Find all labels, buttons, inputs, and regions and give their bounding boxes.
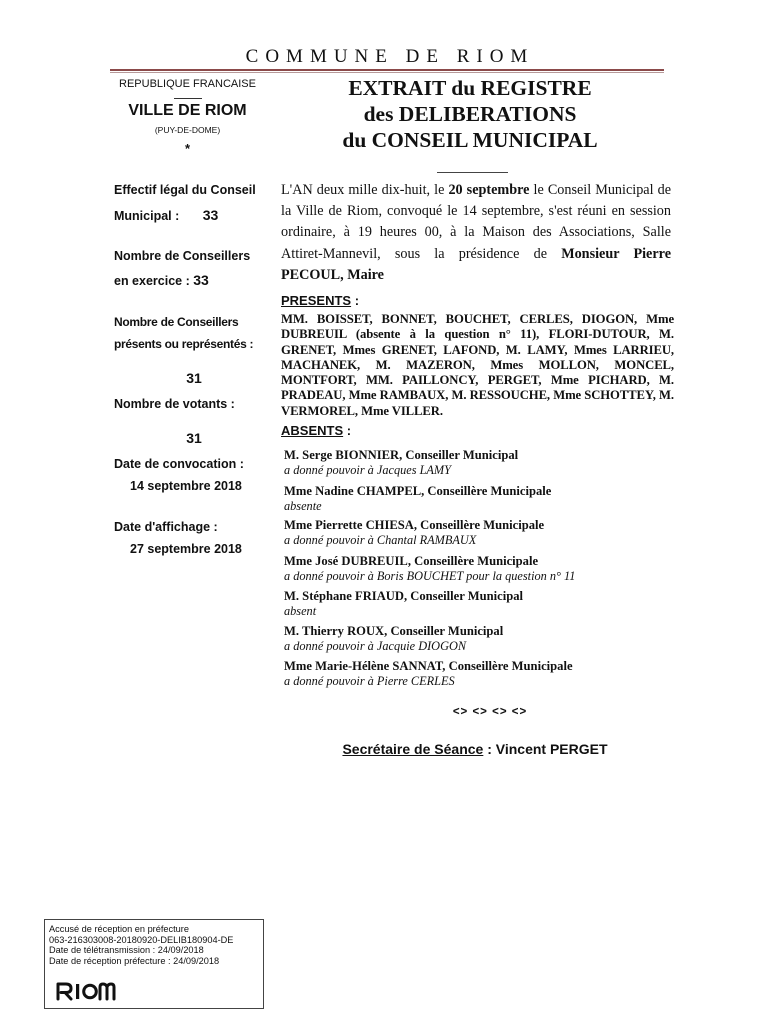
effectif-label: Effectif légal du Conseil xyxy=(114,183,256,197)
stamp-line-3: Date de télétransmission : 24/09/2018 xyxy=(49,945,204,955)
presents-list: MM. BOISSET, BONNET, BOUCHET, CERLES, DIOGON, Mme DUBREUIL (absente à la question n° 11), FLORI-DUTOUR, M. GRENET, Mmes GRENET, LAFOND, M. LAMY, Mmes LARRIEU, MACHANEK, M. MAZERON, Mmes MOLLON, MONCEL, MONTFORT, MM. PAILLONCY, PERGET, Mme PICHARD, M. PRADEAU, Mme RAMBAUX, M. RESSOUCHE, Mme SCHOTTEY, M. VERMOREL, Mme VILLER. xyxy=(281,312,674,418)
absent-item xyxy=(284,554,674,583)
convocation-label: Date de convocation : xyxy=(114,457,244,471)
secretaire-value: : Vincent PERGET xyxy=(483,741,608,757)
absent-name: M. Serge BIONNIER, Conseiller Municipal xyxy=(284,448,519,462)
absent-name: M. Thierry ROUX, Conseiller Municipal xyxy=(284,624,504,638)
absent-name: Mme José DUBREUIL, Conseillère Municipale xyxy=(284,554,539,568)
title-rule xyxy=(437,172,508,173)
absent-name: M. Stéphane FRIAUD, Conseiller Municipal xyxy=(284,589,524,603)
title-line-3: du CONSEIL MUNICIPAL xyxy=(342,128,598,152)
absents-heading-text: ABSENTS xyxy=(281,423,344,438)
document-title xyxy=(270,75,670,153)
title-line-2: des DELIBERATIONS xyxy=(363,102,577,126)
absents-heading-suffix: : xyxy=(343,423,352,438)
header-rule-secondary xyxy=(110,72,664,73)
ville-label: VILLE DE RIOM xyxy=(128,102,247,119)
votants-label: Nombre de votants : xyxy=(114,397,235,411)
reception-stamp xyxy=(44,919,264,1009)
absent-note: absente xyxy=(284,499,322,513)
absent-item xyxy=(284,518,674,547)
convocation-value: 14 septembre 2018 xyxy=(130,479,242,493)
intro-part-2: le Conseil Municipal de la Ville de Riom, convoqué le 14 septembre, s'est réuni en session ordinaire, à 19 heures 00, à la Maison des Associations, Salle Attiret-Mannevil, sous la présidence de xyxy=(281,182,671,262)
header-rule xyxy=(110,69,664,71)
absent-note: a donné pouvoir à Jacquie DIOGON xyxy=(284,639,467,653)
intro-part-1: L'AN deux mille dix-huit, le xyxy=(281,182,449,198)
absent-note: a donné pouvoir à Chantal RAMBAUX xyxy=(284,533,477,547)
effectif-value: 33 xyxy=(202,207,219,223)
secretaire-line xyxy=(260,741,690,757)
intro-paragraph xyxy=(281,180,671,286)
presents-heading-text: PRESENTS xyxy=(281,293,352,308)
absent-item xyxy=(284,589,674,618)
exercice-label-2: en exercice : xyxy=(114,274,190,288)
absent-item xyxy=(284,484,674,513)
absent-name: Mme Marie-Hélène SANNAT, Conseillère Municipale xyxy=(284,659,573,673)
exercice-row xyxy=(114,272,274,288)
presents-count-label-2: présents ou représentés : xyxy=(114,337,254,351)
effectif-row xyxy=(114,207,274,223)
title-line-1: EXTRAIT du REGISTRE xyxy=(348,76,592,100)
intro-president: Monsieur Pierre PECOUL, Maire xyxy=(281,245,671,283)
affichage-label: Date d'affichage : xyxy=(114,520,218,534)
exercice-label: Nombre de Conseillers xyxy=(114,249,251,263)
absents-heading xyxy=(281,423,351,438)
absent-note: a donné pouvoir à Jacques LAMY xyxy=(284,463,452,477)
votants-value: 31 xyxy=(186,430,202,446)
absent-note: absent xyxy=(284,604,317,618)
secretaire-label: Secrétaire de Séance xyxy=(342,741,484,757)
presents-count-label: Nombre de Conseillers xyxy=(114,315,239,329)
absent-name: Mme Nadine CHAMPEL, Conseillère Municipale xyxy=(284,484,552,498)
intro-date: 20 septembre xyxy=(448,182,530,198)
section-divider: <> <> <> <> xyxy=(452,706,528,718)
exercice-value: 33 xyxy=(193,272,209,288)
star-mark: * xyxy=(184,141,191,156)
absent-name: Mme Pierrette CHIESA, Conseillère Municipale xyxy=(284,518,545,532)
absent-item xyxy=(284,659,674,688)
absent-note: a donné pouvoir à Boris BOUCHET pour la question n° 11 xyxy=(284,569,576,583)
departement-label: (PUY-DE-DOME) xyxy=(154,125,221,135)
commune-header: COMMUNE DE RIOM xyxy=(245,46,535,67)
presents-count-value: 31 xyxy=(186,370,202,386)
absent-note: a donné pouvoir à Pierre CERLES xyxy=(284,674,455,688)
small-rule xyxy=(174,98,202,99)
presents-heading-suffix: : xyxy=(351,293,360,308)
riom-logo xyxy=(55,980,127,1002)
presents-heading xyxy=(281,293,359,308)
affichage-value: 27 septembre 2018 xyxy=(130,542,242,556)
stamp-line-1: Accusé de réception en préfecture xyxy=(49,924,189,934)
effectif-label-2: Municipal : xyxy=(114,209,180,223)
stamp-line-2: 063-216303008-20180920-DELIB180904-DE xyxy=(49,934,234,945)
absent-item xyxy=(284,624,674,653)
stamp-line-4: Date de réception préfecture : 24/09/2018 xyxy=(49,955,220,966)
absent-item xyxy=(284,448,674,477)
republique-label: REPUBLIQUE FRANCAISE xyxy=(119,78,256,90)
